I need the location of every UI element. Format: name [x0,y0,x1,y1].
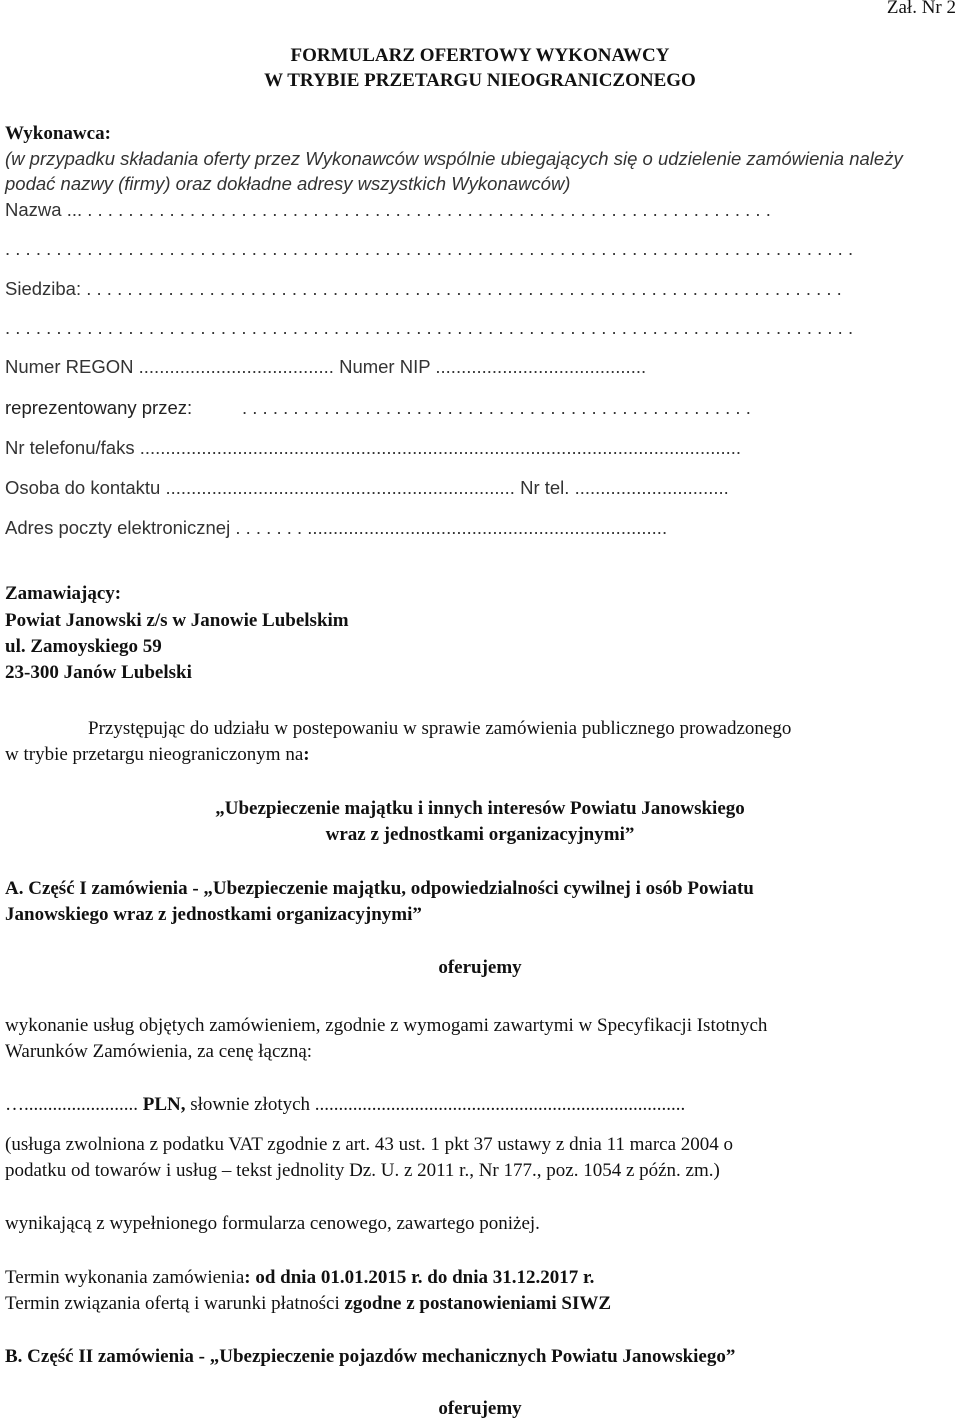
part-a-description-line1 [5,1015,955,1037]
part-a-description-line1-text: wykonanie usług objętych zamówieniem, zgodnie z wymogami zawartymi w Specyfikacji Istotnych [5,1015,768,1036]
seat-field[interactable]: Siedziba: . . . . . . . . . . . . . . . . . . . . . . . . . . . . . . . . . . . . . . . . . . . . . . . . . . . . . . . . . . . . . . . . . . . . . . . . . . [5,278,842,299]
part-a-title-line1 [5,878,955,900]
attachment-number: Zał. Nr 2 [886,0,956,18]
price-in-words-field[interactable]: słownie złotych .............................................................................. [190,1094,686,1115]
intro-line2-colon: : [303,744,310,765]
price-line [5,1094,685,1116]
binding-term-label: Termin związania ofertą i warunki płatności [5,1293,340,1314]
subject-line2: wraz z jednostkami organizacyjnymi” [325,824,635,845]
intro-line2 [5,744,310,766]
employer-street: ul. Zamoyskiego 59 [5,636,162,657]
represented-by-field[interactable]: . . . . . . . . . . . . . . . . . . . . . . . . . . . . . . . . . . . . . . . . . . . . . . . . . . [242,397,751,418]
resulting-from-form: wynikającą z wypełnionego formularza cenowego, zawartego poniżej. [5,1213,540,1234]
represented-by-label: reprezentowany przez: [5,397,193,418]
phone-fax-field[interactable]: Nr telefonu/faks ..................................................................................................................... [5,437,742,458]
part-a-title-line1-text: A. Część I zamówienia - „Ubezpieczenie majątku, odpowiedzialności cywilnej i osób Powiatu [5,878,754,899]
vat-note-line2: podatku od towarów i usług – tekst jednolity Dz. U. z 2011 r., Nr 177., poz. 1054 z późn. zm.) [5,1160,720,1181]
employer-heading: Zamawiający: [5,583,122,604]
name-field-continuation[interactable]: . . . . . . . . . . . . . . . . . . . . . . . . . . . . . . . . . . . . . . . . . . . . . . . . . . . . . . . . . . . . . . . . . . . . . . . . . . . . . . . . . . . [5,238,854,259]
subject-line1: „Ubezpieczenie majątku i innych interesów Powiatu Janowskiego [215,798,745,819]
execution-term-value: : od dnia 01.01.2015 r. do dnia 31.12.2017 r. [244,1267,595,1288]
part-a-description-line2: Warunków Zamówienia, za cenę łączną: [5,1041,313,1062]
price-amount-field[interactable]: …........................ [5,1094,138,1115]
price-currency: PLN, [142,1094,186,1115]
part-a-offer-heading: oferujemy [438,957,522,978]
form-title-line1: FORMULARZ OFERTOWY WYKONAWCY [290,45,670,66]
seat-field-continuation[interactable]: . . . . . . . . . . . . . . . . . . . . . . . . . . . . . . . . . . . . . . . . . . . . . . . . . . . . . . . . . . . . . . . . . . . . . . . . . . . . . . . . . . . [5,317,854,338]
email-field[interactable]: Adres poczty elektronicznej . . . . . . . ...................................................................... [5,517,668,538]
intro-line2-text: w trybie przetargu nieograniczonym na [5,744,304,765]
contractor-heading: Wykonawca: [5,123,111,144]
employer-city: 23-300 Janów Lubelski [5,662,192,683]
name-field[interactable]: Nazwa ... . . . . . . . . . . . . . . . . . . . . . . . . . . . . . . . . . . . . . . . . . . . . . . . . . . . . . . . . . . . . . . . . . . . [5,199,771,220]
form-title-line2: W TRYBIE PRZETARGU NIEOGRANICZONEGO [264,70,696,91]
contractor-note-line2: podać nazwy (firmy) oraz dokładne adresy wszystkich Wykonawców) [5,173,571,194]
part-a-title-line2: Janowskiego wraz z jednostkami organizacyjnymi” [5,904,422,925]
execution-term-label: Termin wykonania zamówienia [5,1267,245,1288]
binding-term-value: zgodne z postanowieniami SIWZ [344,1293,612,1314]
employer-name: Powiat Janowski z/s w Janowie Lubelskim [5,610,349,631]
binding-term [5,1293,611,1315]
vat-note-line1-text: (usługa zwolniona z podatku VAT zgodnie z art. 43 ust. 1 pkt 37 ustawy z dnia 11 marca 2004 o [5,1134,734,1155]
execution-term [5,1267,594,1289]
contractor-note-line1: (w przypadku składania oferty przez Wykonawców wspólnie ubiegających się o udzielenie zamówienia należy [5,148,903,169]
vat-note-line1 [5,1134,955,1156]
part-b-offer-heading: oferujemy [438,1398,522,1419]
intro-line1: Przystępując do udziału w postepowaniu w sprawie zamówienia publicznego prowadzonego [88,718,792,739]
part-b-title: B. Część II zamówienia - „Ubezpieczenie pojazdów mechanicznych Powiatu Janowskiego” [5,1346,736,1367]
regon-nip-field[interactable]: Numer REGON ...................................... Numer NIP ......................................... [5,356,647,377]
contact-person-field[interactable]: Osoba do kontaktu .................................................................... Nr tel. .............................. [5,477,729,498]
